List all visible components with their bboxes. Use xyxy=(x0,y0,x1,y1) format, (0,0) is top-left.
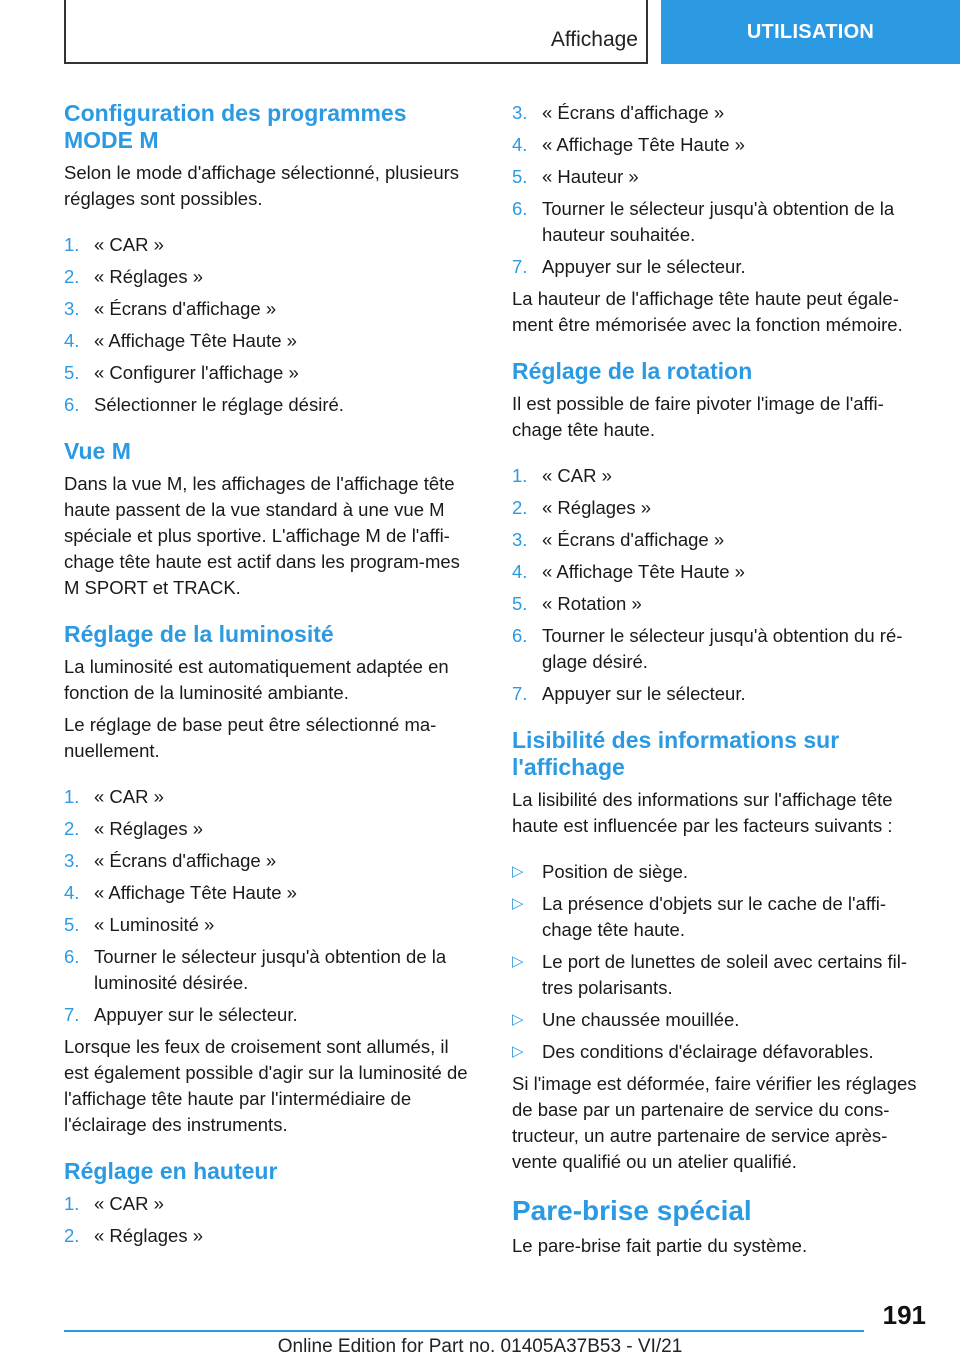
list-item: 7. Appuyer sur le sélecteur. xyxy=(64,1004,298,1025)
list-item: 7. Appuyer sur le sélecteur. xyxy=(512,256,746,277)
list-item: 2. « Réglages » xyxy=(512,497,652,518)
heading-height: Réglage en hauteur xyxy=(64,1158,278,1184)
list-item: 5. « Luminosité » xyxy=(64,914,215,935)
step-list xyxy=(512,463,924,707)
bullet-list xyxy=(512,859,924,1065)
list-item: ▷ La présence d'objets sur le cache de l'affi-chage tête haute. xyxy=(512,893,887,940)
chapter-tab: UTILISATION xyxy=(661,0,960,64)
list-item: 5. « Configurer l'affichage » xyxy=(64,362,299,383)
list-item: 4. « Affichage Tête Haute » xyxy=(512,134,745,155)
step-list xyxy=(64,232,476,418)
footer-edition: Online Edition for Part no. 01405A37B53 - VI/21 xyxy=(277,1336,683,1357)
paragraph: La luminosité est automatiquement adaptée en fonction de la luminosité ambiante. xyxy=(64,656,449,703)
list-item: 1. « CAR » xyxy=(64,786,164,807)
heading-readability: Lisibilité des informations sur l'affichage xyxy=(512,727,840,780)
page-number: 191 xyxy=(882,1300,926,1330)
list-item: 6. Tourner le sélecteur jusqu'à obtention du ré-glage désiré. xyxy=(512,625,903,672)
triangle-bullet-icon: ▷ xyxy=(512,1011,524,1028)
list-item: 1. « CAR » xyxy=(64,234,164,255)
paragraph: Il est possible de faire pivoter l'image de l'affi-chage tête haute. xyxy=(512,393,884,440)
heading-luminosity: Réglage de la luminosité xyxy=(64,621,334,647)
list-item: 1. « CAR » xyxy=(512,465,612,486)
paragraph: La lisibilité des informations sur l'affichage tête haute est influencée par les facteurs suivants : xyxy=(512,789,893,836)
left-column xyxy=(64,100,476,1255)
paragraph: La hauteur de l'affichage tête haute peut égale-ment être mémorisée avec la fonction mémoire. xyxy=(512,288,903,335)
list-item: 2. « Réglages » xyxy=(64,266,204,287)
list-item: 3. « Écrans d'affichage » xyxy=(512,529,725,550)
triangle-bullet-icon: ▷ xyxy=(512,1043,524,1060)
list-item: 3. « Écrans d'affichage » xyxy=(64,298,277,319)
list-item: 5. « Rotation » xyxy=(512,593,642,614)
list-item: ▷ Position de siège. xyxy=(512,859,924,885)
list-item: ▷ Le port de lunettes de soleil avec certains fil-tres polarisants. xyxy=(512,951,908,998)
paragraph: Le réglage de base peut être sélectionné ma-nuellement. xyxy=(64,714,437,761)
paragraph: Dans la vue M, les affichages de l'affichage tête haute passent de la vue standard à une vue M spéciale et plus sportive. L'affichage M de l'affi-chage tête haute est actif dans les program-mes M SPORT et TRACK. xyxy=(64,473,460,598)
list-item: 6. Tourner le sélecteur jusqu'à obtention de la luminosité désirée. xyxy=(64,946,447,993)
heading-rotation: Réglage de la rotation xyxy=(512,358,753,384)
list-item: 2. « Réglages » xyxy=(64,1225,204,1246)
list-item: 3. « Écrans d'affichage » xyxy=(512,102,725,123)
section-title: Affichage xyxy=(550,28,638,51)
heading-mode-m: Configuration des programmes MODE M xyxy=(64,100,407,153)
paragraph: Le pare-brise fait partie du système. xyxy=(512,1235,808,1256)
triangle-bullet-icon: ▷ xyxy=(512,863,524,880)
right-column xyxy=(512,100,924,1265)
list-item: 7. Appuyer sur le sélecteur. xyxy=(512,683,746,704)
heading-windshield: Pare-brise spécial xyxy=(512,1195,752,1226)
list-item: 1. « CAR » xyxy=(64,1193,164,1214)
step-list xyxy=(64,1191,476,1249)
heading-vue-m: Vue M xyxy=(64,438,131,464)
list-item: 6. Tourner le sélecteur jusqu'à obtention de la hauteur souhaitée. xyxy=(512,198,895,245)
list-item: ▷ Une chaussée mouillée. xyxy=(512,1007,924,1033)
triangle-bullet-icon: ▷ xyxy=(512,953,524,970)
list-item: 5. « Hauteur » xyxy=(512,166,639,187)
list-item: 6. Sélectionner le réglage désiré. xyxy=(64,394,344,415)
paragraph: Selon le mode d'affichage sélectionné, plusieurs réglages sont possibles. xyxy=(64,162,460,209)
step-list xyxy=(512,100,924,280)
triangle-bullet-icon: ▷ xyxy=(512,895,524,912)
list-item: ▷ Des conditions d'éclairage défavorables. xyxy=(512,1039,924,1065)
list-item: 4. « Affichage Tête Haute » xyxy=(64,882,297,903)
paragraph: Lorsque les feux de croisement sont allumés, il est également possible d'agir sur la luminosité de l'affichage tête haute par l'intermédiaire de l'éclairage des instruments. xyxy=(64,1036,468,1135)
step-list xyxy=(64,784,476,1028)
list-item: 2. « Réglages » xyxy=(64,818,204,839)
paragraph: Si l'image est déformée, faire vérifier les réglages de base par un partenaire de service du cons-tructeur, un autre partenaire de service après-vente qualifié ou un atelier qualifié. xyxy=(512,1073,917,1172)
footer-divider xyxy=(64,1330,864,1332)
list-item: 3. « Écrans d'affichage » xyxy=(64,850,277,871)
list-item: 4. « Affichage Tête Haute » xyxy=(64,330,297,351)
list-item: 4. « Affichage Tête Haute » xyxy=(512,561,745,582)
